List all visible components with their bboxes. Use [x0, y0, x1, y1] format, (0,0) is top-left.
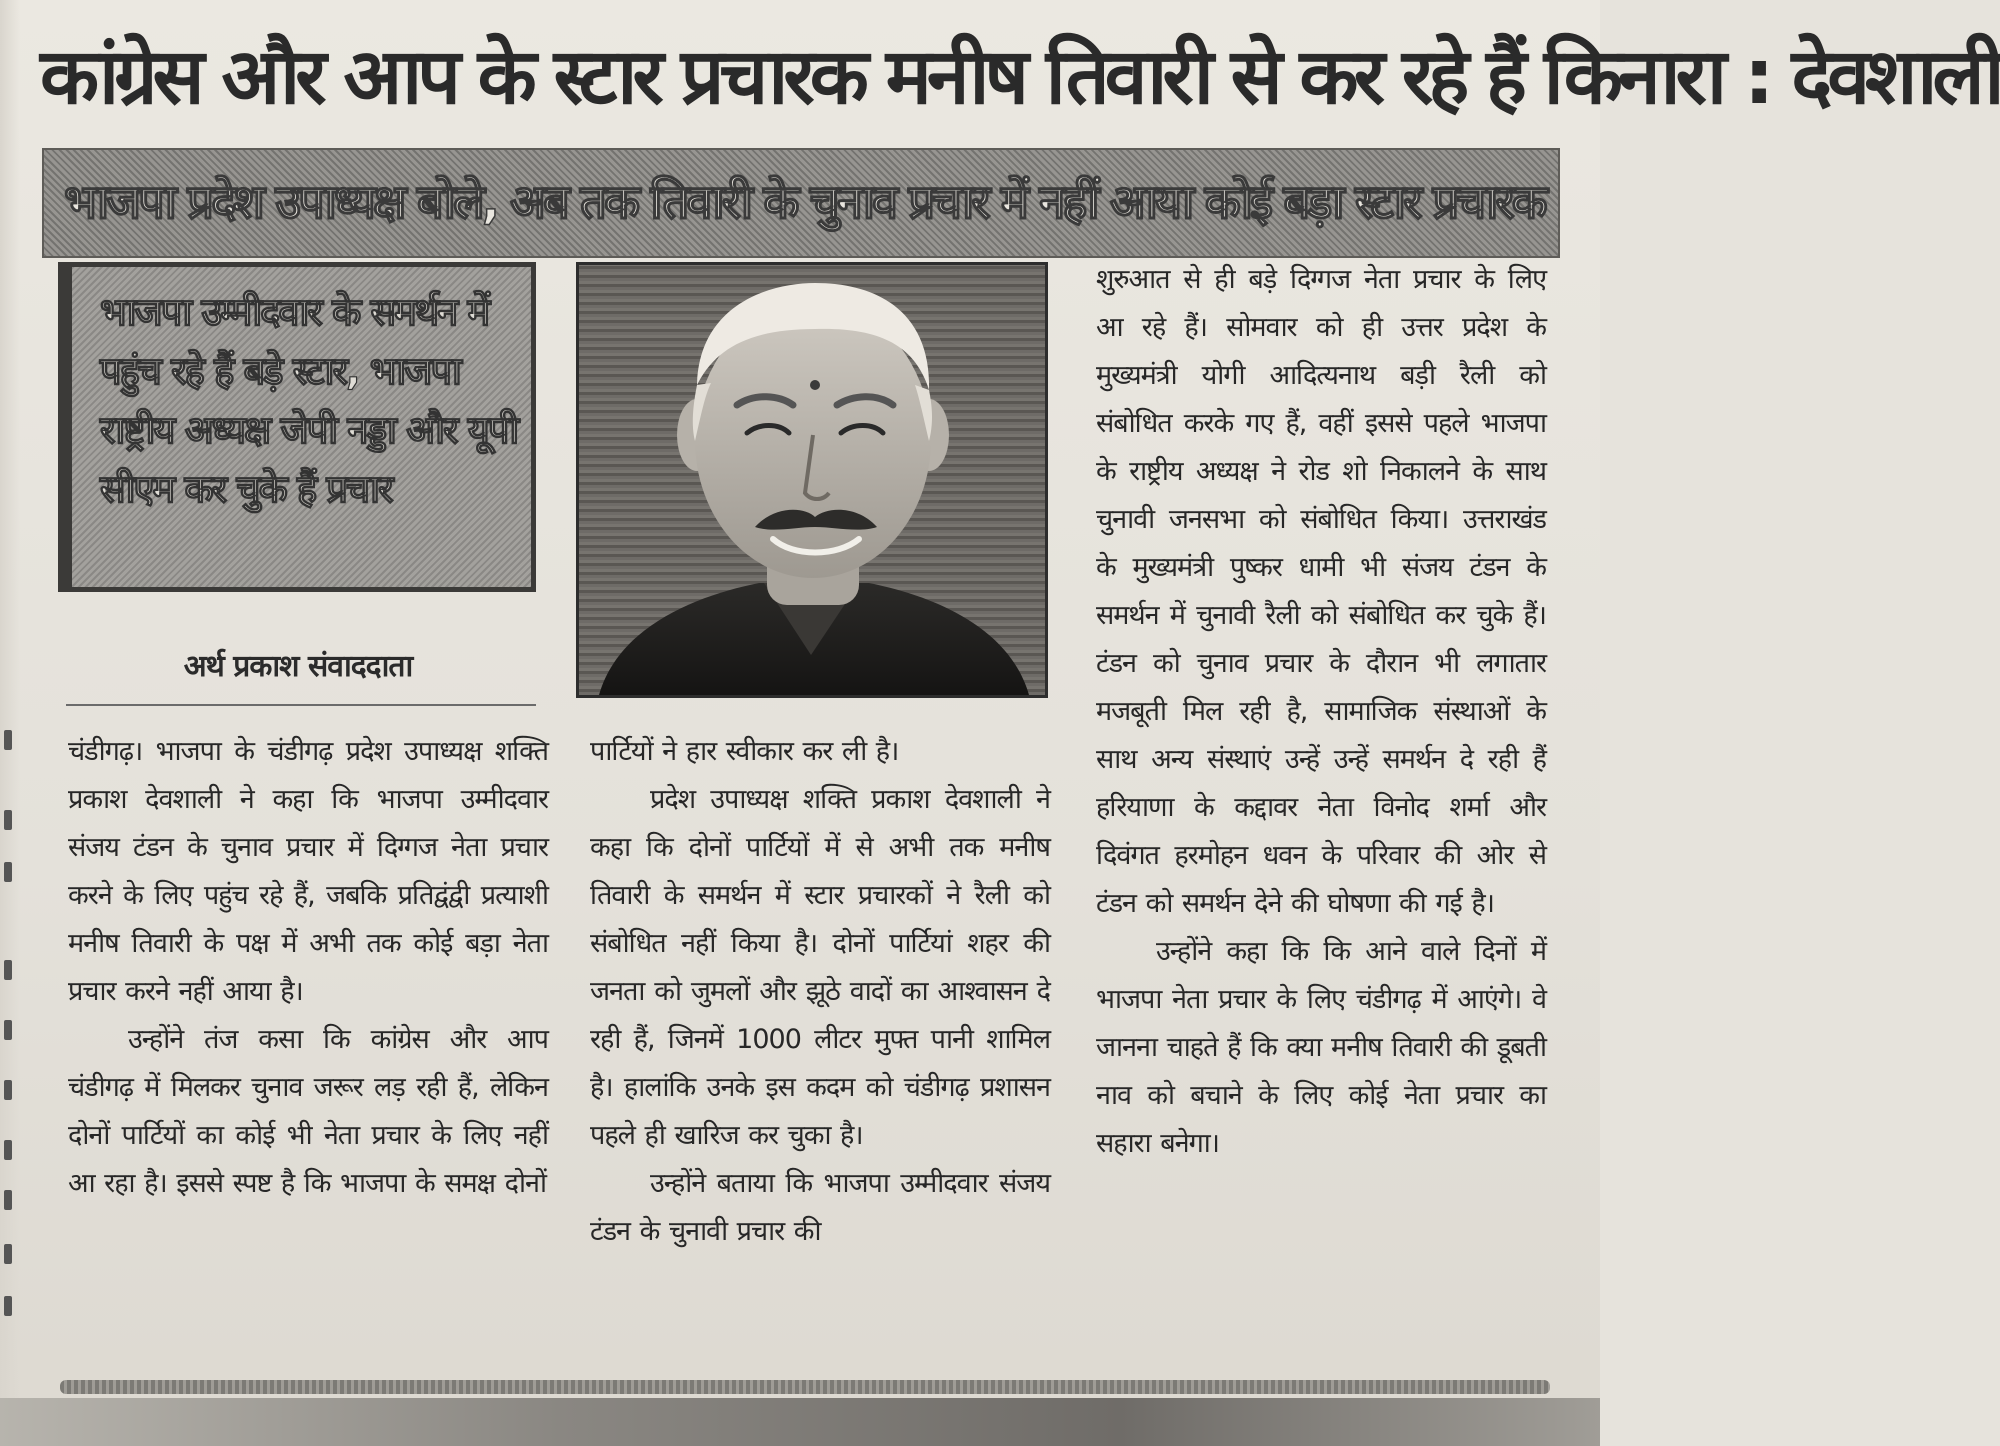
portrait-photo — [576, 262, 1048, 698]
byline-divider — [66, 704, 536, 706]
paragraph: उन्होंने तंज कसा कि कांग्रेस और आप चंडीगढ़ में मिलकर चुनाव जरूर लड़ रही हैं, लेकिन दोनों पार्टियों का कोई भी नेता प्रचार के लिए नहीं आ रहा है। इससे स्पष्ट है कि भाजपा के समक्ष दोनों — [68, 1024, 548, 1199]
byline: अर्थ प्रकाश संवाददाता — [183, 649, 413, 684]
pull-quote-box — [58, 262, 536, 592]
paragraph: शुरुआत से ही बड़े दिग्गज नेता प्रचार के लिए आ रहे हैं। सोमवार को ही उत्तर प्रदेश के मुख्यमंत्री योगी आदित्यनाथ बड़ी रैली को संबोधित करके गए हैं, वहीं इससे पहले भाजपा के राष्ट्रीय अध्यक्ष ने रोड शो निकालने के साथ चुनावी जनसभा को संबोधित किया। उत्तराखंड के मुख्यमंत्री पुष्कर धामी भी संजय टंडन के समर्थन में चुनावी रैली को संबोधित कर चुके हैं। टंडन को चुनाव प्रचार के दौरान भी लगातार मजबूती मिल रही है, सामाजिक संस्थाओं के साथ अन्य संस्थाएं उन्हें उन्हें समर्थन दे रही हैं हरियाणा के कद्दावर नेता विनोद शर्मा और दिवंगत हरमोहन धवन के परिवार की ओर से टंडन को समर्थन देने की घोषणा की गई है। — [1096, 264, 1546, 919]
edge-mark — [4, 960, 12, 980]
edge-mark — [4, 1296, 12, 1316]
article-column-2 — [590, 728, 1050, 1256]
edge-mark — [4, 810, 12, 830]
edge-mark — [4, 1140, 12, 1160]
edge-mark — [4, 1020, 12, 1040]
paragraph: उन्होंने कहा कि कि आने वाले दिनों में भाजपा नेता प्रचार के लिए चंडीगढ़ में आएंगे। वे जानना चाहते हैं कि क्या मनीष तिवारी की डूबती नाव को बचाने के लिए कोई नेता प्रचार का सहारा बनेगा। — [1096, 936, 1546, 1159]
article-column-3 — [1096, 256, 1546, 1168]
paragraph: पार्टियों ने हार स्वीकार कर ली है। — [590, 736, 899, 767]
edge-mark — [4, 730, 12, 750]
subheadline-banner — [42, 148, 1560, 258]
paragraph: उन्होंने बताया कि भाजपा उम्मीदवार संजय टंडन के चुनावी प्रचार की — [590, 1168, 1050, 1247]
edge-mark — [4, 1080, 12, 1100]
headline: कांग्रेस और आप के स्टार प्रचारक मनीष तिवारी से कर रहे हैं किनारा : देवशाली — [40, 33, 2000, 122]
bottom-divider — [60, 1380, 1550, 1394]
pull-quote: भाजपा उम्मीदवार के समर्थन में पहुंच रहे हैं बड़े स्टार, भाजपा राष्ट्रीय अध्यक्ष जेपी नड्डा और यूपी सीएम कर चुके हैं प्रचार — [100, 290, 518, 511]
subheadline: भाजपा प्रदेश उपाध्यक्ष बोले, अब तक तिवारी के चुनाव प्रचार में नहीं आया कोई बड़ा स्टार प्रचारक — [64, 175, 1545, 230]
edge-mark — [4, 862, 12, 882]
paragraph: चंडीगढ़। भाजपा के चंडीगढ़ प्रदेश उपाध्यक्ष शक्ति प्रकाश देवशाली ने कहा कि भाजपा उम्मीदवार संजय टंडन के चुनाव प्रचार में दिग्गज नेता प्रचार करने के लिए पहुंच रहे हैं, जबकि प्रतिद्वंद्वी प्रत्याशी मनीष तिवारी के पक्ष में अभी तक कोई बड़ा नेता प्रचार करने नहीं आया है। — [68, 736, 548, 1007]
portrait-illustration — [579, 265, 1045, 695]
page-bottom-edge — [0, 1398, 1600, 1446]
edge-mark — [4, 1190, 12, 1210]
edge-mark — [4, 1244, 12, 1264]
paragraph: प्रदेश उपाध्यक्ष शक्ति प्रकाश देवशाली ने कहा कि दोनों पार्टियों में से अभी तक मनीष तिवारी के समर्थन में स्टार प्रचारकों ने रैली को संबोधित नहीं किया है। दोनों पार्टियां शहर की जनता को जुमलों और झूठे वादों का आश्वासन दे रही हैं, जिनमें 1000 लीटर मुफ्त पानी शामिल है। हालांकि उनके इस कदम को चंडीगढ़ प्रशासन पहले ही खारिज कर चुका है। — [590, 784, 1050, 1151]
article-column-1 — [68, 728, 548, 1208]
adjacent-column-edge — [0, 0, 20, 1446]
